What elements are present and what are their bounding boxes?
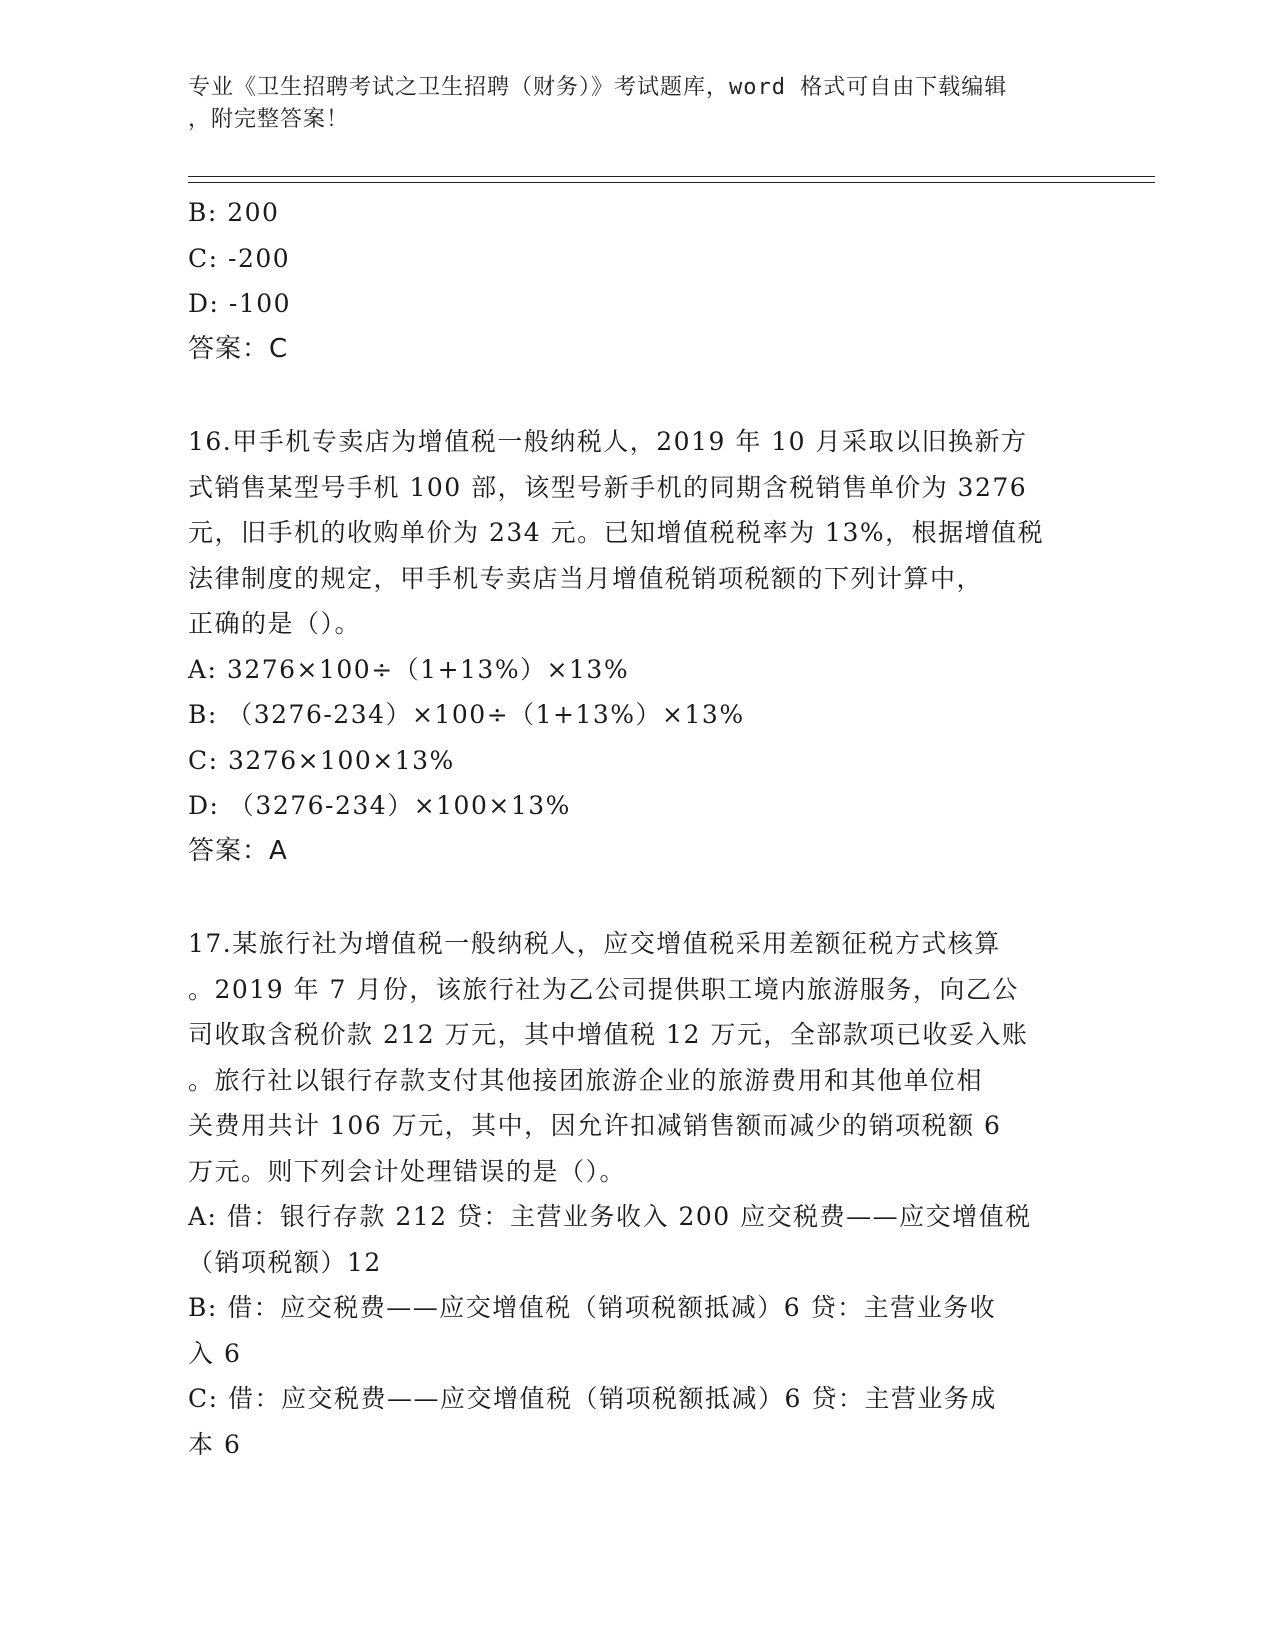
option-d: D: （3276-234）×100×13% [188, 791, 571, 820]
option-b: B: 200 [188, 198, 280, 227]
option-a: A: 3276×100÷（1+13%）×13% [188, 654, 630, 684]
answer-line: 答案：A [188, 835, 288, 866]
stem-line: 。2019 年 7 月份，该旅行社为乙公司提供职工境内旅游服务，向乙公 [188, 974, 1019, 1004]
question-stem [188, 921, 1088, 1194]
option-b [188, 1285, 1088, 1376]
header-divider-top [188, 176, 1155, 177]
spacer [188, 372, 1088, 419]
option-a [188, 1194, 1088, 1285]
option-d: D: -100 [188, 289, 292, 318]
question-17 [188, 921, 1088, 1467]
stem-line: 式销售某型号手机 100 部，该型号新手机的同期含税销售单价为 3276 [188, 472, 1028, 502]
stem-line: 万元。则下列会计处理错误的是（）。 [188, 1156, 627, 1186]
document-body [188, 190, 1088, 1467]
option-line: B: 借：应交税费——应交增值税（销项税额抵减）6 贷：主营业务收 [188, 1293, 997, 1322]
question-16 [188, 419, 1088, 874]
answer-line: 答案：C [188, 333, 289, 364]
option-line: A: 借：银行存款 212 贷：主营业务收入 200 应交税费——应交增值税 [188, 1202, 1032, 1231]
stem-line: 16.甲手机专卖店为增值税一般纳税人，2019 年 10 月采取以旧换新方 [188, 427, 1028, 456]
stem-line: 法律制度的规定，甲手机专卖店当月增值税销项税额的下列计算中， [188, 563, 984, 593]
option-line: （销项税额）12 [188, 1247, 382, 1277]
header-title-line-2: ，附完整答案！ [188, 107, 350, 132]
question-15 [188, 190, 1088, 372]
stem-line: 。旅行社以银行存款支付其他接团旅游企业的旅游费用和其他单位相 [188, 1065, 984, 1095]
option-c: C: -200 [188, 243, 291, 273]
option-line: 本 6 [188, 1429, 242, 1459]
option-b: B: （3276-234）×100÷（1+13%）×13% [188, 700, 745, 729]
option-c [188, 1376, 1088, 1467]
option-line: 入 6 [188, 1338, 242, 1368]
question-stem [188, 419, 1088, 647]
stem-line: 司收取含税价款 212 万元，其中增值税 12 万元，全部款项已收妥入账 [188, 1020, 1029, 1049]
page-header [188, 72, 1088, 136]
header-divider-bottom [188, 182, 1155, 183]
stem-line: 17.某旅行社为增值税一般纳税人，应交增值税采用差额征税方式核算 [188, 929, 1001, 958]
stem-line: 元，旧手机的收购单价为 234 元。已知增值税税率为 13%，根据增值税 [188, 518, 1045, 547]
stem-line: 正确的是（）。 [188, 609, 362, 638]
spacer [188, 874, 1088, 921]
stem-line: 关费用共计 106 万元，其中，因允许扣减销售额而减少的销项税额 6 [188, 1111, 1002, 1140]
header-title-line-1: 专业《卫生招聘考试之卫生招聘（财务）》考试题库，word 格式可自由下载编辑 [188, 75, 1008, 100]
option-c: C: 3276×100×13% [188, 745, 455, 775]
option-line: C: 借：应交税费——应交增值税（销项税额抵减）6 贷：主营业务成 [188, 1384, 997, 1413]
